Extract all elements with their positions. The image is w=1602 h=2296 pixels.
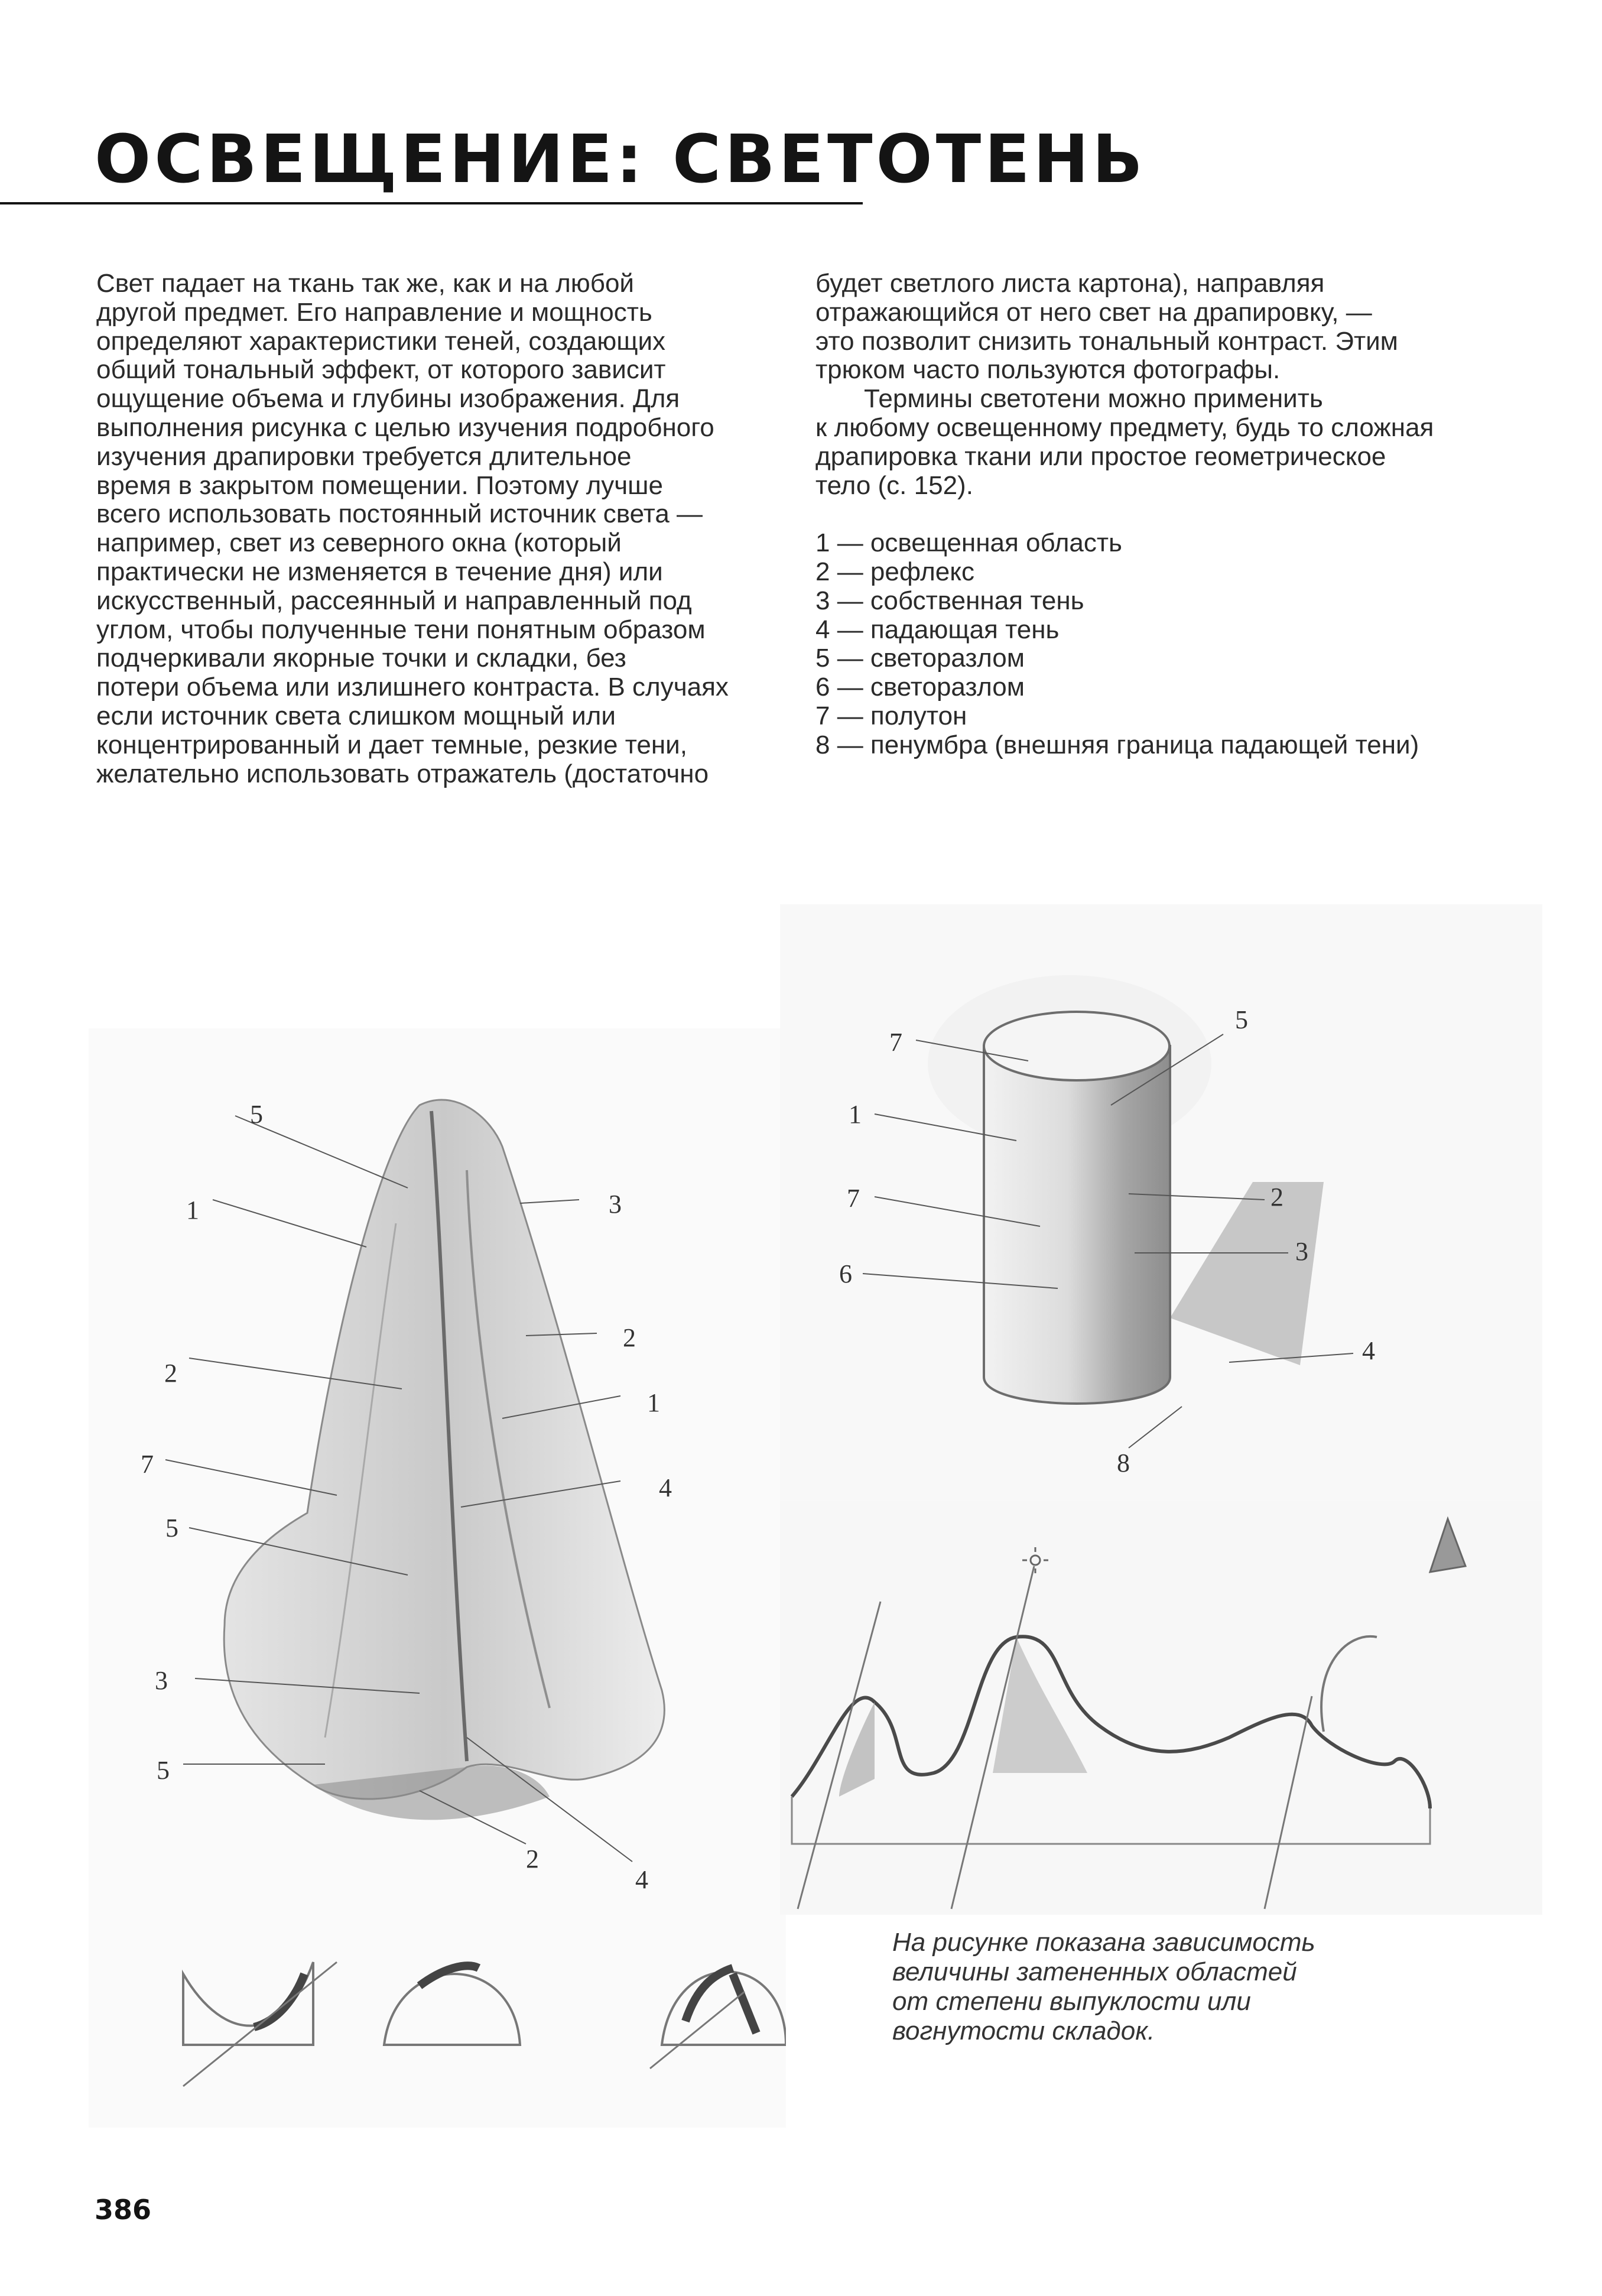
label-2: 2	[526, 1844, 539, 1873]
text-line: всего использовать постоянный источник света —	[96, 499, 703, 529]
title-underline	[0, 202, 863, 204]
page-title: ОСВЕЩЕНИЕ: СВЕТОТЕНЬ	[95, 121, 1146, 198]
text-line: время в закрытом помещении. Поэтому лучше	[96, 470, 663, 500]
text-line: трюком часто пользуются фотографы.	[815, 355, 1281, 385]
spacer	[815, 500, 1434, 529]
label-4: 4	[635, 1865, 648, 1894]
text-line: искусственный, рассеянный и направленный под	[96, 586, 692, 615]
text-line: отражающийся от него свет на драпировку, —	[815, 297, 1372, 327]
label-3: 3	[609, 1190, 622, 1219]
label-1: 1	[186, 1196, 199, 1225]
caption-line: величины затененных областей	[892, 1957, 1297, 1986]
legend-item: 6 — светоразлом	[815, 673, 1025, 702]
text-column-right	[815, 269, 1434, 760]
text-line: желательно использовать отражатель (достаточно	[96, 759, 709, 788]
label-1: 1	[849, 1100, 862, 1129]
label-6: 6	[839, 1259, 852, 1288]
text-line: подчеркивали якорные точки и складки, без	[96, 644, 626, 673]
text-line: ощущение объема и глубины изображения. Для	[96, 384, 680, 414]
sketch-paper	[780, 1501, 1542, 1915]
label-7: 7	[847, 1184, 860, 1213]
label-4: 4	[1362, 1336, 1375, 1365]
text-line: общий тональный эффект, от которого зависит	[96, 355, 666, 385]
text-line: к любому освещенному предмету, будь то сложная	[815, 413, 1434, 442]
text-line: тело (с. 152).	[815, 470, 973, 500]
text-line: если источник света слишком мощный или	[96, 701, 616, 730]
label-2: 2	[1270, 1183, 1283, 1212]
cylinder-illustration	[780, 904, 1542, 1537]
legend-item: 5 — светоразлом	[815, 644, 1025, 673]
text-line: будет светлого листа картона), направляя	[815, 269, 1325, 298]
legend-item: 4 — падающая тень	[815, 615, 1060, 644]
label-8: 8	[1117, 1449, 1130, 1477]
cylinder-top	[984, 1012, 1169, 1080]
legend-item: 7 — полутон	[815, 701, 967, 730]
label-2: 2	[164, 1359, 177, 1388]
label-2: 2	[623, 1323, 636, 1352]
text-line: определяют характеристики теней, создающих	[96, 326, 666, 356]
label-5: 5	[1235, 1005, 1248, 1034]
figure-caption	[892, 1928, 1315, 2046]
label-3: 3	[155, 1666, 168, 1695]
page-number: 386	[95, 2194, 152, 2226]
label-3: 3	[1295, 1237, 1308, 1266]
fold-profile-diagram	[780, 1501, 1542, 1915]
text-line: углом, чтобы полученные тени понятным образом	[96, 615, 706, 644]
legend-item: 1 — освещенная область	[815, 528, 1122, 558]
text-line: это позволит снизить тональный контраст. Этим	[815, 326, 1398, 356]
text-line: драпировка ткани или простое геометрическое	[815, 441, 1386, 471]
label-4: 4	[659, 1473, 672, 1502]
drapery-illustration	[89, 1028, 786, 2128]
text-line: другой предмет. Его направление и мощность	[96, 297, 652, 327]
label-7: 7	[889, 1028, 902, 1057]
legend-item: 3 — собственная тень	[815, 586, 1084, 615]
text-line: Термины светотени можно применить	[864, 384, 1323, 414]
caption-line: вогнутости складок.	[892, 2016, 1155, 2045]
legend-item: 2 — рефлекс	[815, 557, 974, 586]
text-line: например, свет из северного окна (который	[96, 528, 622, 558]
text-column-left	[96, 269, 729, 788]
caption-line: На рисунке показана зависимость	[892, 1928, 1315, 1957]
text-line: практически не изменяется в течение дня) или	[96, 557, 663, 586]
label-5: 5	[157, 1756, 170, 1785]
label-5: 5	[250, 1100, 263, 1129]
text-line: Свет падает на ткань так же, как и на любой	[96, 269, 634, 298]
text-line: концентрированный и дает темные, резкие тени,	[96, 730, 687, 759]
text-line: потери объема или излишнего контраста. В случаях	[96, 673, 729, 702]
caption-line: от степени выпуклости или	[892, 1987, 1251, 2016]
label-7: 7	[141, 1450, 154, 1479]
cylinder-body	[984, 1046, 1170, 1404]
label-1: 1	[647, 1388, 660, 1417]
text-line: выполнения рисунка с целью изучения подробного	[96, 413, 714, 442]
text-line: изучения драпировки требуется длительное	[96, 441, 632, 471]
label-5: 5	[165, 1514, 178, 1542]
legend-item: 8 — пенумбра (внешняя граница падающей тени)	[815, 730, 1419, 759]
